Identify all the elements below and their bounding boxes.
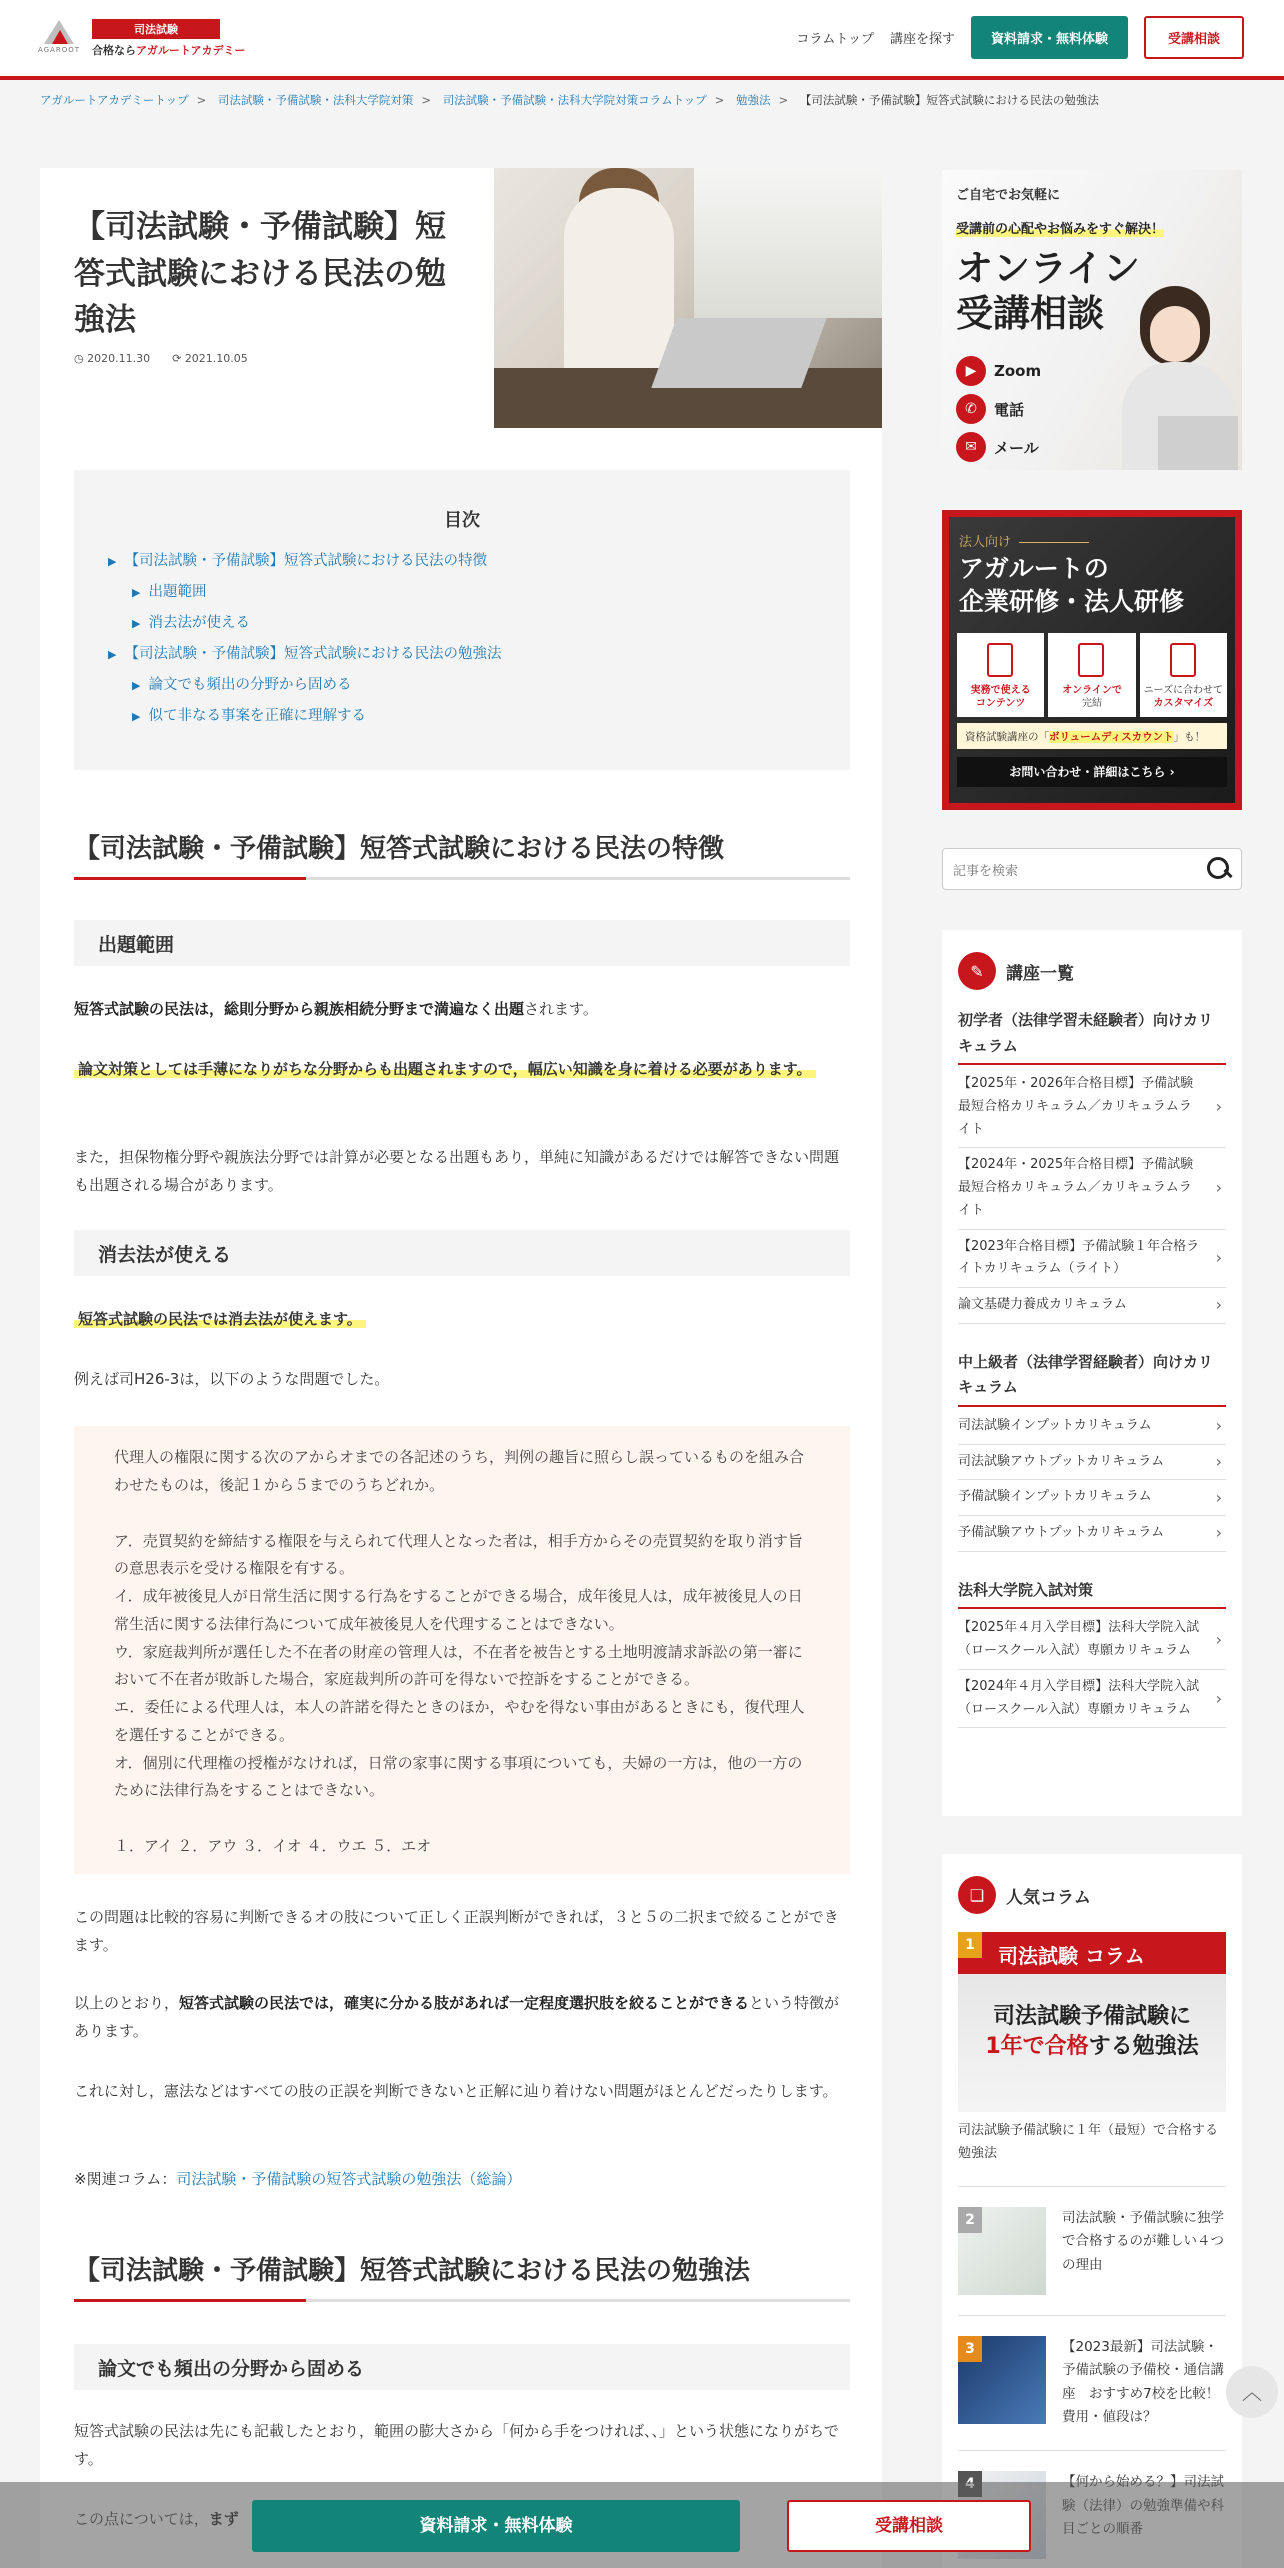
logo-badge: 司法試験	[92, 19, 220, 39]
nav-column-top[interactable]: コラムトップ	[796, 32, 874, 47]
section-heading: 【司法試験・予備試験】短答式試験における民法の特徴	[74, 828, 850, 880]
course-link[interactable]: 予備試験インプットカリキュラム ›	[958, 1480, 1226, 1516]
site-logo[interactable]	[34, 18, 245, 58]
toc-item[interactable]: ▶ 論文でも頻出の分野から固める	[108, 670, 816, 701]
toc-item[interactable]: ▶ 消去法が使える	[108, 608, 816, 639]
feature-card: オンラインで 完結	[1048, 633, 1135, 717]
article-search	[942, 848, 1242, 890]
online-consult-banner[interactable]	[942, 170, 1242, 470]
rank-badge: 3	[958, 2336, 982, 2362]
hero-image	[494, 168, 882, 428]
column-thumbnail	[958, 2207, 1046, 2295]
article	[40, 168, 882, 2568]
course-link[interactable]: 【2025年・2026年合格目標】予備試験最短合格カリキュラム／カリキュラムライト ›	[958, 1067, 1226, 1148]
question-option: ア．売買契約を締結する権限を与えられて代理人となった者は，相手方からその売買契約を取り消す旨の意思表示を受ける権限を有する。	[114, 1531, 803, 1578]
chevron-right-icon: ›	[1169, 765, 1175, 779]
column-title: 司法試験・予備試験に独学で合格するのが難しい４つの理由	[1062, 2209, 1224, 2273]
chevron-right-icon: >	[196, 93, 207, 107]
breadcrumb-item[interactable]: 勉強法	[736, 93, 771, 107]
related-column-link[interactable]: 司法試験・予備試験の短答式試験の勉強法（総論）	[176, 2170, 522, 2188]
course-link[interactable]: 【2024年・2025年合格目標】予備試験最短合格カリキュラム／カリキュラムライト ›	[958, 1148, 1226, 1229]
panel-header: ❏ 人気コラム	[958, 1876, 1226, 1914]
breadcrumb-item[interactable]: アガルートアカデミートップ	[40, 93, 189, 107]
clock-icon: ◷	[74, 352, 88, 365]
banner-title: アガルートの 企業研修・法人研修	[959, 554, 1185, 616]
feature-card: ニーズに合わせて カスタマイズ	[1140, 633, 1227, 717]
course-category: 中上級者（法律学習経験者）向けカリキュラム	[958, 1350, 1226, 1407]
course-link[interactable]: 司法試験アウトプットカリキュラム ›	[958, 1445, 1226, 1481]
toc-title: 目次	[444, 510, 480, 531]
consult-method: ✉ メール	[956, 432, 1039, 462]
course-list-panel	[942, 930, 1242, 1816]
related-column: ※関連コラム：司法試験・予備試験の短答式試験の勉強法（総論）	[74, 2170, 522, 2188]
paragraph-highlight: 短答式試験の民法では消去法が使えます。	[74, 1306, 850, 1334]
monitor-icon	[1078, 643, 1104, 677]
site-header	[0, 0, 1284, 80]
question-option: エ．委任による代理人は，本人の許諾を得たときのほか，やむを得ない事由があるときにも，復代理人を選任することができる。	[114, 1698, 805, 1744]
table-of-contents	[74, 470, 850, 770]
consult-method: ✆ 電話	[956, 394, 1024, 424]
question-choices: １．アイ ２．アウ ３．イオ ４．ウエ ５．エオ	[114, 1837, 432, 1855]
bookmark-icon: ❏	[958, 1876, 996, 1914]
paragraph: 以上のとおり，短答式試験の民法では，確実に分かる肢があれば一定程度選択肢を絞ることができるという特徴があります。	[74, 1994, 840, 2040]
toc-arrow-icon: ▶	[132, 586, 141, 599]
rank-badge: 2	[958, 2207, 982, 2233]
presenter-icon	[987, 643, 1013, 677]
phone-icon: ✆	[956, 394, 986, 424]
logo-mark-icon	[34, 18, 84, 58]
page-title: 【司法試験・予備試験】短答式試験における民法の勉強法	[74, 209, 446, 338]
feature-card: 実務で使える コンテンツ	[957, 633, 1044, 717]
question-intro: 代理人の権限に関する次のアからオまでの各記述のうち，判例の趣旨に照らし誤っているものを組み合わせたものは，後記１から５までのうちどれか。	[114, 1448, 805, 1494]
thumbnail-headline: 司法試験予備試験に 1年で合格する勉強法	[985, 2004, 1199, 2059]
subsection-heading: 論文でも頻出の分野から固める	[74, 2344, 850, 2390]
paragraph: 例えば司H26-3は，以下のような問題でした。	[74, 1370, 390, 1388]
discount-note: 資格試験講座の「ボリュームディスカウント」も！	[957, 723, 1227, 749]
pencil-icon: ✎	[958, 952, 996, 990]
toc-arrow-icon: ▶	[132, 710, 141, 723]
course-link[interactable]: 予備試験アウトプットカリキュラム ›	[958, 1516, 1226, 1552]
course-category: 法科大学院入試対策	[958, 1578, 1226, 1610]
header-request-button[interactable]: 資料請求・無料体験	[971, 16, 1128, 59]
bottom-consult-button[interactable]: 受講相談	[787, 2500, 1031, 2552]
header-nav	[796, 16, 1244, 59]
banner-tag: 法人向け	[959, 531, 1089, 550]
banner-sub-text: 受講前の心配やお悩みをすぐ解決！	[956, 218, 1164, 237]
paragraph: これに対し，憲法などはすべての肢の正誤を判断できないと正解に辿り着けない問題がほとんどだったりします。	[74, 2082, 838, 2100]
toc-item[interactable]: ▶ 似て非なる事案を正確に理解する	[108, 701, 816, 732]
updated-date: ⟳ 2021.10.05	[172, 352, 248, 365]
paragraph: 短答式試験の民法は，総則分野から親族相続分野まで満遍なく出題されます。	[74, 1000, 598, 1018]
banner-title: オンライン 受講相談	[956, 247, 1140, 336]
question-option: オ．個別に代理権の授権がなければ，日常の家事に関する事項についても，夫婦の一方は，他の一方のために法律行為をすることはできない。	[114, 1753, 803, 1800]
course-category: 初学者（法律学習未経験者）向けカリキュラム	[958, 1008, 1226, 1065]
toc-arrow-icon: ▶	[108, 555, 117, 568]
refresh-icon: ⟳	[172, 352, 185, 365]
chevron-right-icon: >	[421, 93, 432, 107]
course-link[interactable]: 【2025年４月入学目標】法科大学院入試（ロースクール入試）専願カリキュラム ›	[958, 1611, 1226, 1670]
breadcrumb-current: 【司法試験・予備試験】短答式試験における民法の勉強法	[799, 93, 1099, 107]
subsection-heading: 消去法が使える	[74, 1230, 850, 1276]
mail-icon: ✉	[956, 432, 986, 462]
paragraph-highlight: 論文対策としては手薄になりがちな分野からも出題されますので，幅広い知識を身に着ける必要があります。	[74, 1056, 850, 1084]
exam-question-quote	[74, 1426, 850, 1874]
search-input[interactable]	[953, 859, 1193, 881]
zoom-icon: ▶	[956, 356, 986, 386]
toc-arrow-icon: ▶	[132, 617, 141, 630]
toc-arrow-icon: ▶	[132, 679, 141, 692]
nav-find-course[interactable]: 講座を探す	[889, 32, 955, 47]
consult-method: ▶ Zoom	[956, 356, 1041, 386]
settings-icon	[1170, 643, 1196, 677]
rank-badge: 1	[958, 1932, 982, 1958]
thumbnail-banner: 司法試験 コラム	[958, 1932, 1226, 1974]
chevron-right-icon: >	[714, 93, 725, 107]
question-option: ウ．家庭裁判所が選任した不在者の財産の管理人は，不在者を被告とする土地明渡請求訴訟の第一審において不在者が敗訴した場合，家庭裁判所の許可を得ないで控訴をすることができる。	[114, 1642, 803, 1689]
popular-column-thumbnail[interactable]	[958, 1932, 1226, 2112]
logo-brand: AGAROOT	[37, 46, 81, 54]
question-option: イ．成年被後見人が日常生活に関する行為をすることができる場合，成年後見人は，成年被後見人の日常生活に関する法律行為について成年被後見人を代理することはできない。	[114, 1587, 803, 1633]
banner-small-text: ご自宅でお気軽に	[956, 188, 1061, 203]
course-link[interactable]: 【2023年合格目標】予備試験１年合格ライトカリキュラム（ライト） ›	[958, 1230, 1226, 1289]
paragraph: 短答式試験の民法は先にも記載したとおり，範囲の膨大さから「何から手をつければ、、」という状態になりがちです。	[74, 2422, 839, 2468]
toc-item[interactable]: ▶ 【司法試験・予備試験】短答式試験における民法の勉強法	[108, 639, 816, 670]
toc-item[interactable]: ▶ 出題範囲	[108, 577, 816, 608]
panel-header: ✎ 講座一覧	[958, 952, 1226, 990]
section-heading: 【司法試験・予備試験】短答式試験における民法の勉強法	[74, 2250, 850, 2302]
course-link[interactable]: 【2024年４月入学目標】法科大学院入試（ロースクール入試）専願カリキュラム ›	[958, 1670, 1226, 1729]
paragraph: この問題は比較的容易に判断できるオの肢について正しく正誤判断ができれば，３と５の二択まで絞ることができます。	[74, 1908, 839, 1954]
popular-column-link[interactable]: 司法試験予備試験に１年（最短）で合格する勉強法	[958, 2112, 1226, 2187]
header-consult-button[interactable]: 受講相談	[1144, 16, 1244, 59]
floating-cta-bar	[0, 2482, 1284, 2568]
subsection-heading: 出題範囲	[74, 920, 850, 966]
popular-column-item[interactable]	[958, 2316, 1226, 2452]
corporate-inquiry-button[interactable]: お問い合わせ・詳細はこちら ›	[957, 757, 1227, 787]
logo-sub: 合格ならアガルートアカデミー	[92, 43, 246, 57]
column-thumbnail	[958, 2336, 1046, 2424]
corporate-training-banner[interactable]	[942, 510, 1242, 810]
chevron-up-icon[interactable]: ︿	[1226, 2366, 1278, 2418]
course-link[interactable]: 司法試験インプットカリキュラム ›	[958, 1409, 1226, 1445]
published-date: ◷ 2020.11.30	[74, 352, 151, 365]
breadcrumb	[40, 92, 1250, 108]
toc-arrow-icon: ▶	[108, 648, 117, 661]
bottom-request-button[interactable]: 資料請求・無料体験	[252, 2500, 740, 2552]
breadcrumb-item[interactable]: 司法試験・予備試験・法科大学院対策	[217, 93, 414, 107]
toc-item[interactable]: ▶ 【司法試験・予備試験】短答式試験における民法の特徴	[108, 546, 816, 577]
column-title: 【2023最新】司法試験・予備試験の予備校・通信講座 おすすめ7校を比較！費用・値段は？	[1062, 2338, 1224, 2426]
chevron-right-icon: >	[778, 93, 789, 107]
paragraph: また，担保物権分野や親族法分野では計算が必要となる出題もあり，単純に知識があるだけでは解答できない問題も出題される場合があります。	[74, 1148, 840, 1194]
consultant-photo	[1118, 266, 1238, 470]
search-icon[interactable]	[1205, 855, 1233, 883]
popular-column-item[interactable]	[958, 2187, 1226, 2316]
popular-columns-panel	[942, 1854, 1242, 2568]
article-dates	[74, 352, 248, 365]
course-link[interactable]: 論文基礎力養成カリキュラム ›	[958, 1288, 1226, 1324]
breadcrumb-item[interactable]: 司法試験・予備試験・法科大学院対策コラムトップ	[442, 93, 707, 107]
